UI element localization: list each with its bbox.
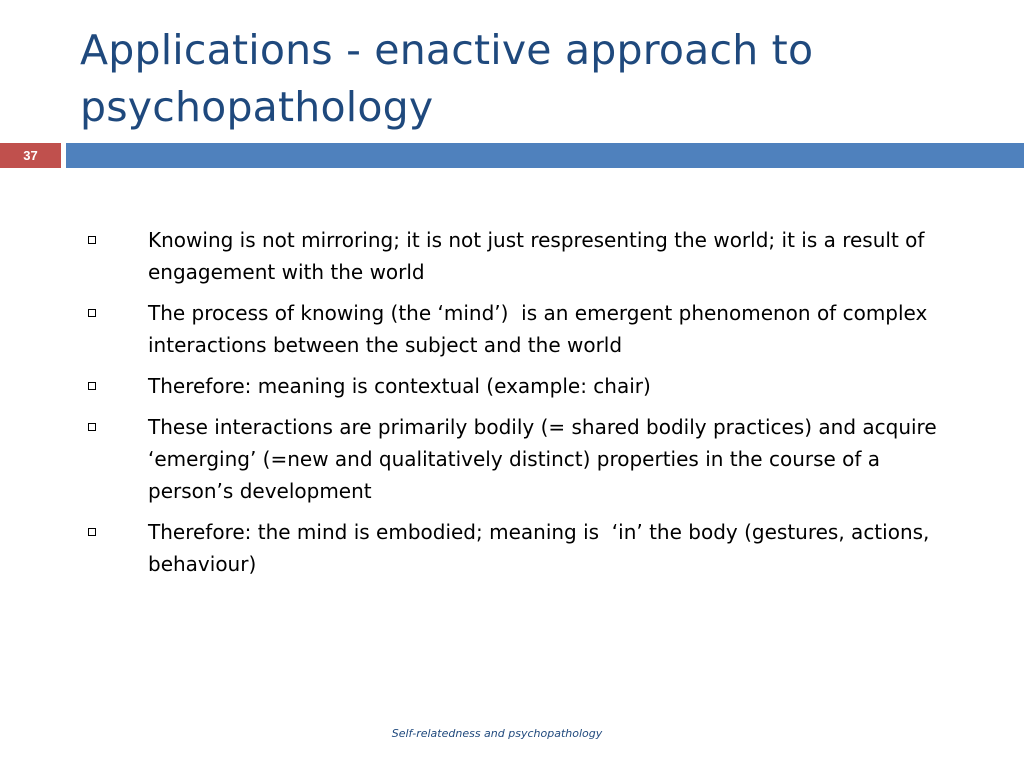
slide-number-badge: 37 [0, 143, 61, 168]
bullet-item [88, 297, 948, 361]
title-divider-bar [66, 143, 1024, 168]
hollow-square-bullet-icon [88, 528, 96, 536]
bullet-text: The process of knowing (the ‘mind’) is an emergent phenomenon of complex interactions between the subject and the world [148, 301, 934, 357]
bullet-item [88, 411, 948, 507]
slide-title: Applications - enactive approach to psychopathology [80, 26, 814, 131]
slide-footer: Self-relatedness and psychopathology [391, 727, 603, 740]
bullet-item [88, 516, 948, 580]
hollow-square-bullet-icon [88, 236, 96, 244]
bullet-text: Knowing is not mirroring; it is not just respresenting the world; it is a result of engagement with the world [148, 228, 938, 284]
bullet-text: Therefore: the mind is embodied; meaning is ‘in’ the body (gestures, actions, behaviour) [148, 520, 936, 576]
bullet-list [88, 224, 948, 589]
bullet-text: These interactions are primarily bodily (= shared bodily practices) and acquire ‘emerging’ (=new and qualitatively distinct) properties in the course of a person’s development [148, 415, 944, 503]
bullet-text: Therefore: meaning is contextual (example: chair) [148, 374, 651, 398]
bullet-item [88, 224, 948, 288]
hollow-square-bullet-icon [88, 423, 96, 431]
hollow-square-bullet-icon [88, 309, 96, 317]
bullet-item [88, 370, 948, 402]
hollow-square-bullet-icon [88, 382, 96, 390]
